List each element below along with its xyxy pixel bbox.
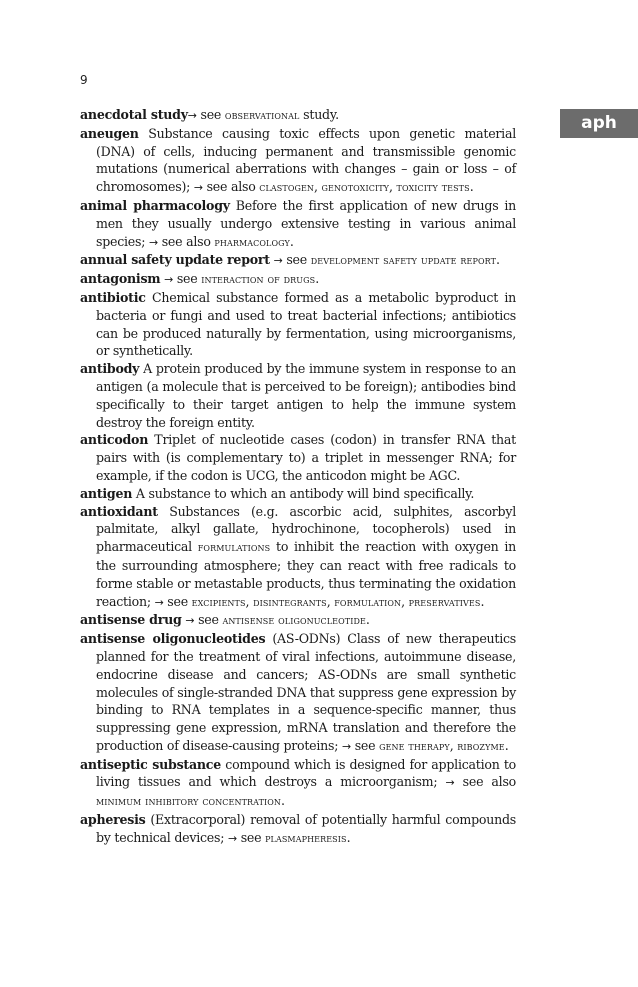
glossary-entry <box>80 811 516 848</box>
entry-text: see <box>236 829 266 845</box>
entry-text: Chemical substance formed as a metabolic byproduct in bacteria or fungi and used to treat bacterial infections; antibiotics can be produced naturally by fermentation, using microorganisms, or synthetically. <box>96 289 516 359</box>
cross-reference: genotoxicity <box>321 180 390 195</box>
entry-text: see also <box>454 774 516 790</box>
glossary-entry <box>80 756 516 811</box>
glossary-entry <box>80 630 516 756</box>
entry-text: . <box>281 793 285 809</box>
entry-term: antioxidant <box>80 503 158 519</box>
arrow-icon: → <box>273 254 283 268</box>
arrow-icon: → <box>187 109 197 122</box>
cross-reference: plasmapheresis <box>265 830 347 845</box>
entry-text: , <box>401 593 409 609</box>
entry-term: apheresis <box>80 812 146 828</box>
entry-text: , <box>245 593 254 609</box>
page-number: 9 <box>80 73 88 87</box>
entry-text: to inhibit the reaction with oxygen in the surrounding atmosphere; they can react with free radicals to forme stable or metastable products, thus terminating the oxidation reaction; <box>96 539 516 609</box>
arrow-icon: → <box>227 831 237 845</box>
arrow-icon: → <box>193 181 203 195</box>
entry-text: Substance causing toxic effects upon genetic material (DNA) of cells, inducing permanent and transmissible genomic mutations (numerical aberrations with changes – gain or loss – of chromosomes); <box>96 125 516 195</box>
glossary-entry <box>80 270 516 289</box>
cross-reference: minimum inhibitory concentration <box>96 794 282 809</box>
entry-text: (Extracorporal) removal of potentially harmful compounds by technical devices; <box>96 812 516 845</box>
cross-reference: gene therapy <box>379 738 450 753</box>
entry-text: see <box>350 737 380 753</box>
cross-reference: formulation <box>334 594 402 609</box>
entry-text: see <box>282 252 311 268</box>
arrow-icon: → <box>164 273 174 287</box>
entry-text: , <box>449 737 458 753</box>
entry-text: . <box>365 612 370 628</box>
cross-reference: pharmacology <box>214 234 290 249</box>
entry-term: antibiotic <box>80 289 146 305</box>
entry-text: see <box>196 107 225 122</box>
entry-text: see also <box>202 179 260 195</box>
entry-term: antiseptic substance <box>80 756 221 772</box>
glossary-entry <box>80 106 516 125</box>
glossary-entry <box>80 360 516 431</box>
cross-reference: disintegrants <box>253 594 327 609</box>
entry-text: Substances (e.g. ascorbic acid, sulphites, ascorbyl palmitate, alkyl gallate, hydrochinone, tocopherols) used in pharmaceutical <box>96 503 516 555</box>
entry-text: . <box>496 252 500 268</box>
entry-text: A protein produced by the immune system in response to an antigen (a molecule that is perceived to be foreign); antibodies bind specifically to their target antigen to help the immune system destroy the foreign entity. <box>96 361 516 430</box>
entry-text: Before the first application of new drugs in men they usually undergo extensive testing in various animal species; <box>96 197 517 249</box>
thumb-index-tab: aph <box>560 109 638 138</box>
entry-text: see <box>194 612 223 628</box>
entry-text: see also <box>157 233 215 249</box>
arrow-icon: → <box>341 739 351 753</box>
cross-reference: preservatives <box>408 594 481 609</box>
glossary-entry <box>80 431 516 484</box>
entry-text: , <box>314 179 322 195</box>
glossary-entry <box>80 289 516 360</box>
glossary-entries <box>80 106 516 848</box>
cross-reference: formulations <box>197 540 271 555</box>
entry-term: antisense drug <box>80 612 182 628</box>
glossary-entry <box>80 485 516 503</box>
entry-text: . <box>289 233 294 249</box>
entry-term: antagonism <box>80 271 161 287</box>
cross-reference: toxicity tests <box>396 180 470 195</box>
entry-text: . <box>346 829 351 845</box>
cross-reference: ribozyme <box>457 738 505 753</box>
glossary-entry <box>80 611 516 630</box>
cross-reference: observational <box>224 108 300 122</box>
glossary-entry <box>80 503 516 612</box>
glossary-entry <box>80 251 516 270</box>
glossary-entry <box>80 125 516 197</box>
entry-term: antibody <box>80 361 140 377</box>
entry-term: animal pharmacology <box>80 197 230 213</box>
arrow-icon: → <box>154 595 164 609</box>
entry-term: antigen <box>80 485 133 501</box>
entry-text: see <box>173 271 202 287</box>
entry-text: , <box>326 593 335 609</box>
entry-text: . <box>469 179 474 195</box>
entry-term: aneugen <box>80 125 139 141</box>
arrow-icon: → <box>185 614 195 628</box>
entry-text: compound which is designed for application to living tissues and which destroys a microorganism; <box>96 756 517 790</box>
arrow-icon: → <box>445 776 455 790</box>
glossary-entry <box>80 197 516 251</box>
entry-term: annual safety update report <box>80 252 270 268</box>
entry-text: . <box>504 737 509 753</box>
cross-reference: clastogen <box>259 180 315 195</box>
entry-term: anecdotal study <box>80 107 188 122</box>
entry-text: (AS-ODNs) Class of new therapeutics planned for the treatment of viral infections, autoimmune disease, endocrine disease and cancers; AS-ODNs are small synthetic molecules of single-stranded DNA that suppress gene expression by binding to RNA templates in a sequence-specific manner, thus suppressing gene expression, mRNA translation and therefore the production of disease-causing proteins; <box>96 631 516 753</box>
entry-text: A substance to which an antibody will bind specifically. <box>132 485 475 501</box>
entry-text: see <box>163 593 192 609</box>
entry-text: , <box>389 179 397 195</box>
cross-reference: antisense oligonucleotide <box>222 613 366 628</box>
entry-term: antisense oligonucleotides <box>80 631 266 647</box>
cross-reference: excipients <box>191 594 246 609</box>
entry-text: study. <box>299 107 339 122</box>
entry-term: anticodon <box>80 432 149 448</box>
cross-reference: interaction of drugs <box>201 272 316 287</box>
entry-text: Triplet of nucleotide cases (codon) in transfer RNA that pairs with (is complementary to) a triplet in messenger RNA; for example, if the codon is UCG, the anticodon might be AGC. <box>96 432 516 483</box>
arrow-icon: → <box>148 235 158 249</box>
entry-text: . <box>315 271 319 287</box>
entry-text: . <box>480 593 485 609</box>
cross-reference: development safety update report <box>310 253 497 268</box>
